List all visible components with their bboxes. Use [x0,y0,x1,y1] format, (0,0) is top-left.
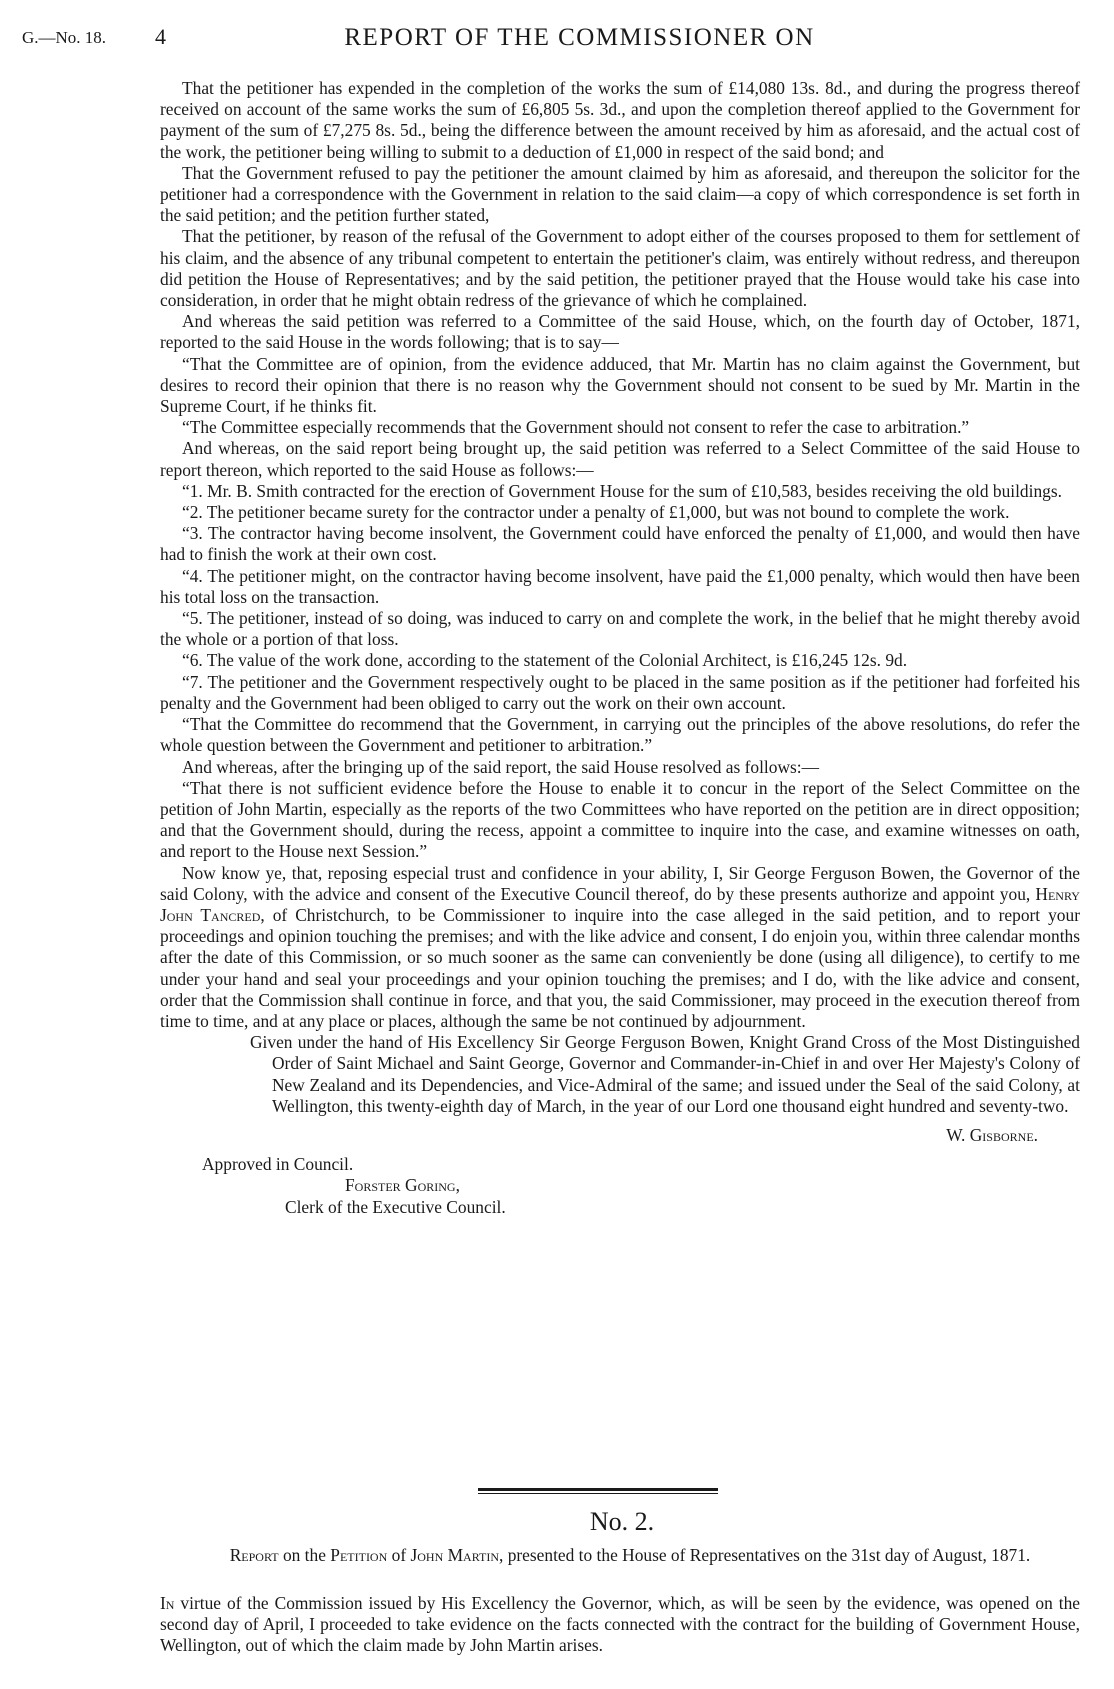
resolution-item: “3. The contractor having become insolvent, the Government could have enforced the penalty of £1,000, and would then have had to finish the work at their own cost. [160,523,1080,565]
quoted-paragraph: “That the Committee are of opinion, from the evidence adduced, that Mr. Martin has no claim against the Government, but desires to record their opinion that there is no reason why the Government should not consent to be sued by Mr. Martin in the Supreme Court, if he thinks fit. [160,353,1080,417]
clerk-name [345,1175,1080,1196]
paragraph: And whereas, after the bringing up of the said report, the said House resolved as follows:— [182,756,820,777]
heading-petition: Petition [330,1545,388,1565]
paragraph: And whereas the said petition was referred to a Committee of the said House, which, on the fourth day of October, 1871, reported to the said House in the words following; that is to say— [160,311,1080,353]
section-number: No. 2. [589,1507,655,1536]
approved-line: Approved in Council. [202,1154,354,1175]
page-number: 4 [155,24,166,49]
heading-of: of [387,1545,411,1565]
opening-paragraph [160,1593,1080,1657]
clerk-name-text: Forster Goring, [345,1175,460,1196]
commissioner-name: Henry John Tancred [160,883,1080,925]
signature [160,1125,1038,1146]
report-heading [195,1545,1065,1566]
paragraph: That the petitioner, by reason of the refusal of the Government to adopt either of the courses proposed to them for settlement of his claim, and the absence of any tribunal competent to entertain the petitioner's claim, was entirely without redress, and thereupon did petition the House of Representatives; and by the said petition, the petitioner prayed that the House would take his case into consideration, in order that he might obtain redress of the grievance of which he complained. [160,226,1080,311]
resolution-item: “6. The value of the work done, according to the statement of the Colonial Architect, is £16,245 12s. 9d. [182,650,908,671]
report-opening [160,1593,1080,1657]
signature-name: W. Gisborne. [946,1124,1038,1145]
resolution-item: “1. Mr. B. Smith contracted for the erection of Government House for the sum of £10,583, besides receiving the old buildings. [182,480,1062,501]
quoted-paragraph: “That there is not sufficient evidence before the House to enable it to concur in the report of the Select Committee on the petition of John Martin, especially as the reports of the two Committees who have reported on the petition are in direct opposition; and that the Government should, during the recess, appoint a committee to inquire into the case, and examine witnesses on oath, and report to the House next Session.” [160,777,1080,862]
page-header [22,24,1092,58]
opening-text: virtue of the Commission issued by His Excellency the Governor, which, as will be seen by the evidence, was opened on the second day of April, I proceeded to take evidence on the facts connected with the contract for the building of Government House, Wellington, out of which the claim made by John Martin arises. [160,1593,1080,1656]
section-divider [478,1488,718,1491]
body-text [160,78,1080,1218]
paragraph: And whereas, on the said report being brought up, the said petition was referred to a Select Committee of the said House to report thereon, which reported to the said House as follows:— [160,438,1080,480]
opening-word: In [160,1593,175,1613]
paragraph: That the Government refused to pay the petitioner the amount claimed by him as aforesaid, and thereupon the solicitor for the petitioner had a correspondence with the Government in relation to the said claim—a copy of which correspondence is set forth in the said petition; and the petition further stated, [160,162,1080,226]
commission-text-before: Now know ye, that, reposing especial trust and confidence in your ability, I, Sir George Ferguson Bowen, the Governor of the said Colony, with the advice and consent of the Executive Council thereof, do by these presents authorize and appoint you, [160,862,1080,904]
heading-rest: , presented to the House of Representatives on the 31st day of August, 1871. [499,1545,1031,1565]
quoted-paragraph: “The Committee especially recommends that the Government should not consent to refer the case to arbitration.” [182,417,970,438]
resolution-item: “7. The petitioner and the Government respectively ought to be placed in the same position as if the petitioner had forfeited his penalty and the Government had been obliged to carry out the work on their own account. [160,671,1080,713]
quoted-paragraph: “That the Committee do recommend that the Government, in carrying out the principles of the above resolutions, do refer the whole question between the Government and petitioner to arbitration.” [160,714,1080,756]
given-under-hand: Given under the hand of His Excellency Sir George Ferguson Bowen, Knight Grand Cross of the Most Distinguished Order of Saint Michael and Saint George, Governor and Commander-in-Chief in and over Her Majesty's Colony of New Zealand and its Dependencies, and Vice-Admiral of the same; and issued under the Seal of the said Colony, at Wellington, this twenty-eighth day of March, in the year of our Lord one thousand eight hundred and seventy-two. [250,1032,1080,1116]
clerk-title: Clerk of the Executive Council. [285,1196,506,1217]
heading-report: Report [229,1545,279,1565]
resolution-item: “5. The petitioner, instead of so doing, was induced to carry on and complete the work, in the belief that he might thereby avoid the whole or a portion of that loss. [160,608,1080,650]
section-divider-thin [478,1493,718,1494]
running-title: REPORT OF THE COMMISSIONER ON [344,24,815,51]
commission-paragraph [160,863,1080,1033]
document-reference: G.—No. 18. [22,28,107,47]
resolution-item: “2. The petitioner became surety for the contractor under a penalty of £1,000, but was not bound to complete the work. [182,502,1010,523]
heading-petitioner-name: John Martin [410,1545,499,1565]
resolution-item: “4. The petitioner might, on the contractor having become insolvent, have paid the £1,000 penalty, which would then have been his total loss on the transaction. [160,565,1080,607]
commission-text-after: , of Christchurch, to be Commissioner to inquire into the case alleged in the said petition, and to report your proceedings and opinion touching the premises; and with the like advice and consent, I do enjoin you, within three calendar months after the date of this Commission, or so much sooner as the same can conveniently be done (using all diligence), to certify to me under your hand and seal your proceedings and your opinion touching the premises; and I do, with the like advice and consent, order that the Commission shall continue in force, and that you, the said Commissioner, may proceed in the execution thereof from time to time, and at any place or places, although the same be not continued by adjournment. [160,904,1080,1031]
paragraph: That the petitioner has expended in the completion of the works the sum of £14,080 13s. 8d., and during the progress thereof received on account of the same works the sum of £6,805 5s. 3d., and upon the completion thereof applied to the Government for payment of the sum of £7,275 8s. 5d., being the difference between the amount received by him as aforesaid, and the actual cost of the work, the petitioner being willing to submit to a deduction of £1,000 in respect of the said bond; and [160,78,1080,162]
heading-on-the: on the [278,1545,331,1565]
